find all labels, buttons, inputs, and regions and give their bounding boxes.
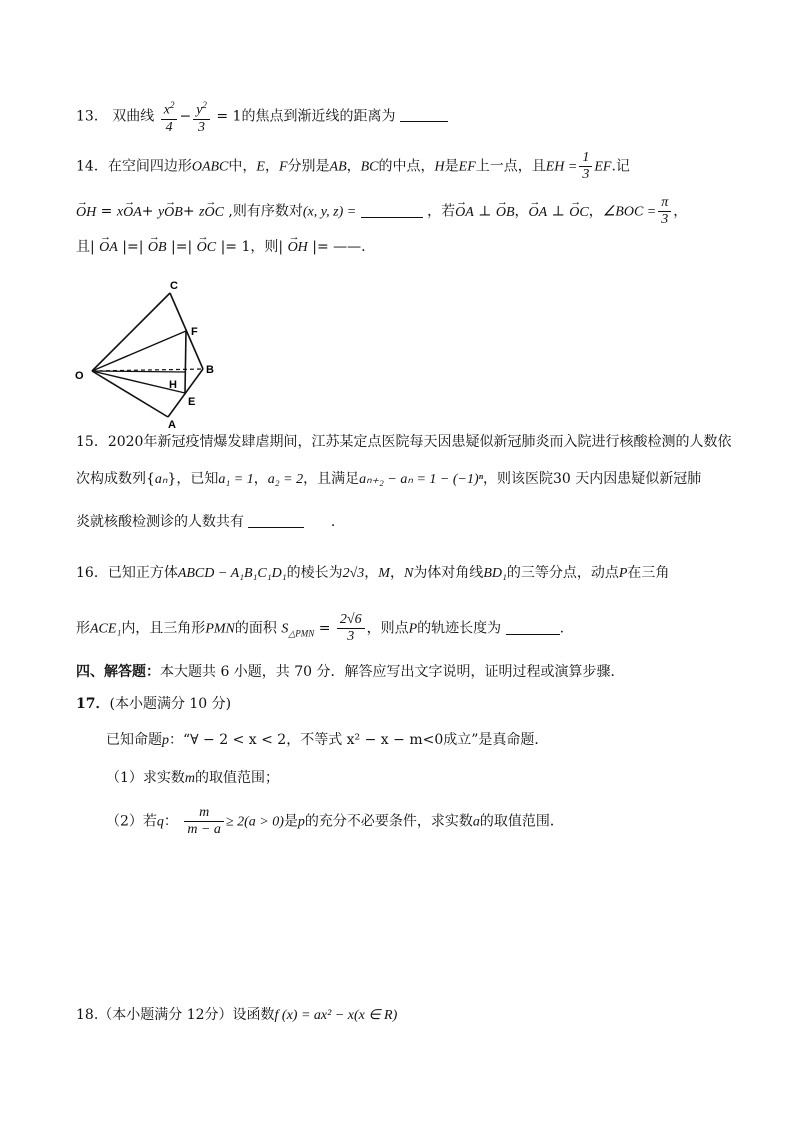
text: .记 bbox=[611, 158, 630, 175]
denominator: 3 bbox=[582, 167, 590, 182]
text: 的面积 bbox=[234, 620, 277, 637]
segment-of bbox=[92, 331, 186, 371]
fraction-m-over-m-a bbox=[184, 805, 224, 838]
vector-oa: → OA bbox=[99, 238, 118, 258]
math: F bbox=[278, 159, 288, 175]
text: 的三等分点，动点 bbox=[506, 565, 619, 581]
question-16-line-2: 形ACE₁内，且三角形PMN的面积 $S_{\triangle PMN}$ = $\frac{2√6}{3}$ ，则点P的轨迹长度为 . bbox=[76, 612, 565, 644]
math: E bbox=[256, 159, 265, 175]
denominator: 3 bbox=[347, 629, 355, 644]
question-number: 15． bbox=[76, 434, 108, 450]
text: ，则该医院30 天内因患疑似新冠肺 bbox=[483, 471, 702, 487]
text: 上一点，且 bbox=[475, 158, 546, 175]
tetrahedron-figure bbox=[70, 275, 230, 430]
math: p bbox=[162, 733, 169, 748]
math: p bbox=[297, 814, 305, 830]
answer-blank[interactable] bbox=[248, 513, 304, 528]
text: 形 bbox=[76, 620, 90, 637]
text: ，则点 bbox=[366, 620, 409, 637]
vector-oa: → OA bbox=[123, 203, 142, 223]
math: f (x) = ax² − x(x ∈ R) bbox=[274, 1008, 398, 1023]
equals-text: = bbox=[318, 620, 331, 637]
question-17-part-2 bbox=[106, 805, 564, 838]
section-title: 四、解答题： bbox=[76, 664, 160, 680]
text: 的中点， bbox=[378, 158, 435, 175]
math: a₁ = 1 bbox=[218, 472, 254, 487]
text: (本小题满分 10 分) bbox=[109, 696, 232, 712]
question-number: 16． bbox=[76, 565, 108, 581]
math: BC bbox=[360, 159, 379, 175]
segment-oh bbox=[92, 371, 185, 372]
question-number: 18. bbox=[76, 1007, 99, 1023]
question-15-line-2: 次构成数列{aₙ}，已知a₁ = 1，a₂ = 2，且满足aₙ₊₂ − aₙ = 1 − (−1)ⁿ，则该医院30 天内因患疑似新冠肺 bbox=[76, 471, 702, 487]
numerator: 2√6 bbox=[337, 612, 365, 629]
text: （1）求实数 bbox=[106, 770, 185, 786]
numerator: 1 bbox=[579, 150, 592, 167]
text: ，已知 bbox=[176, 471, 219, 487]
text: 内，且三角形 bbox=[121, 620, 206, 637]
math: BD₁ bbox=[483, 566, 507, 581]
text: 的焦点到渐近线的距离为 bbox=[241, 108, 396, 125]
answer-blank[interactable] bbox=[506, 620, 560, 635]
math: ABCD − A₁B₁C₁D₁ bbox=[177, 566, 287, 581]
text: 是 bbox=[283, 813, 298, 830]
math: PMN bbox=[205, 621, 235, 637]
math: m bbox=[184, 771, 196, 786]
denominator: 3 bbox=[661, 212, 669, 227]
math: a₂ = 2 bbox=[267, 472, 304, 487]
math: P bbox=[408, 621, 418, 637]
vector-ob: → OB bbox=[496, 203, 515, 223]
vector-ob: → OB bbox=[148, 238, 167, 258]
math: EF bbox=[594, 159, 612, 175]
text: ： bbox=[163, 813, 178, 830]
label-e: E bbox=[188, 396, 196, 408]
text: ，则 bbox=[250, 239, 279, 255]
vector-oa: → OA bbox=[455, 203, 474, 223]
math: M bbox=[378, 566, 390, 581]
math: EH = bbox=[545, 159, 578, 175]
label-b: B bbox=[206, 364, 214, 376]
question-13: 13． 双曲线 $\frac{x^2}{4}$ − $\frac{y^2}{3}$ = 1的焦点到渐近线的距离为 bbox=[76, 97, 448, 136]
math: △PMN bbox=[288, 628, 315, 639]
text: 本大题共 6 小题，共 70 分．解答应写出文字说明，证明过程或演算步骤． bbox=[160, 664, 625, 680]
math: (x, y, z) = bbox=[302, 204, 357, 220]
question-14-line-1: 14．在空间四边形OABC中，E，F分别是AB，BC的中点，H是EF上一点，且EH = $\frac{1}{3}$ EF.记 bbox=[76, 150, 630, 182]
text: 在空间四边形 bbox=[107, 158, 192, 175]
math: H bbox=[434, 159, 445, 175]
text: 且 bbox=[76, 239, 90, 255]
math: ∠BOC = bbox=[602, 204, 657, 220]
numerator: m bbox=[184, 805, 224, 822]
math: EF bbox=[458, 159, 476, 175]
text: 双曲线 bbox=[112, 108, 155, 125]
numerator: x bbox=[163, 102, 170, 118]
text: 则有序数对 bbox=[232, 203, 303, 220]
math: ACE₁ bbox=[90, 621, 122, 637]
text: 的充分不必要条件，求实数 bbox=[304, 813, 473, 830]
text: 炎就核酸检测诊的人数共有 bbox=[76, 514, 244, 530]
vector-ob: → OB bbox=[164, 203, 183, 223]
math: a bbox=[472, 814, 480, 830]
denominator: 3 bbox=[198, 119, 206, 135]
math: OABC bbox=[191, 159, 229, 175]
math: 2√3 bbox=[342, 566, 365, 581]
text: ，且满足 bbox=[303, 471, 360, 487]
text: = —— bbox=[316, 239, 362, 255]
math: AB bbox=[329, 159, 347, 175]
vector-oh: → OH bbox=[288, 238, 308, 258]
question-18 bbox=[76, 1005, 397, 1026]
numerator: y bbox=[196, 102, 203, 118]
math: N bbox=[403, 566, 414, 581]
text: 为体对角线 bbox=[413, 565, 484, 581]
label-o: O bbox=[75, 370, 84, 382]
text: 的取值范围． bbox=[479, 813, 564, 830]
label-c: C bbox=[170, 280, 178, 292]
answer-blank[interactable] bbox=[400, 107, 448, 122]
text: ，若 bbox=[427, 203, 456, 220]
question-14-line-2: → OH = x→ OA+ y→ OB+ z→ OC ,则有序数对(x, y, z) = ，若→ OA ⊥ → OB，→ OA ⊥ → OC，∠BOC = $\frac{\pi}{3}$ ， bbox=[76, 195, 687, 228]
vector-oh: → OH bbox=[76, 203, 96, 223]
equals-text: = 1 bbox=[216, 108, 242, 125]
question-number: 17． bbox=[76, 696, 110, 712]
edge-oa bbox=[92, 371, 168, 417]
text: 的取值范围； bbox=[195, 770, 280, 786]
question-16-line-1: 16．已知正方体ABCD − A₁B₁C₁D₁的棱长为2√3，M，N为体对角线BD₁的三等分点，动点P在三角 bbox=[76, 565, 670, 581]
text: 次构成数列 bbox=[76, 471, 146, 487]
text: 的棱长为 bbox=[286, 565, 343, 581]
question-number: 14． bbox=[76, 158, 108, 175]
label-h: H bbox=[169, 379, 177, 391]
numerator: π bbox=[658, 195, 671, 212]
fraction-x2-4: $\frac{x^2}{4}$ bbox=[161, 97, 178, 136]
text: 中， bbox=[228, 158, 257, 175]
text: 已知命题 bbox=[106, 732, 162, 748]
math: P bbox=[618, 566, 628, 581]
text: 的轨迹长度为 bbox=[417, 620, 502, 637]
text: 在三角 bbox=[627, 565, 670, 581]
section-4-heading bbox=[76, 662, 625, 682]
math: S bbox=[281, 621, 289, 637]
question-15-line-3: 炎就核酸检测诊的人数共有 . bbox=[76, 514, 336, 530]
question-14-line-3: 且| → OA |=| → OB |=| → OC |= 1，则| → OH |= ——. bbox=[76, 237, 366, 258]
question-17-part-1 bbox=[106, 768, 279, 789]
text: 是 bbox=[444, 158, 459, 175]
answer-blank[interactable] bbox=[361, 203, 423, 218]
vector-oa: → OA bbox=[529, 203, 548, 223]
fraction-pi-3 bbox=[658, 195, 671, 228]
text: ， bbox=[514, 203, 529, 220]
denominator: m − a bbox=[187, 822, 221, 837]
question-17-header bbox=[76, 694, 231, 714]
math: q bbox=[156, 814, 164, 830]
edge-oc bbox=[92, 293, 170, 371]
text: 已知正方体 bbox=[107, 565, 178, 581]
text: 分别是 bbox=[287, 158, 330, 175]
label-a: A bbox=[168, 419, 176, 430]
vector-oc: → OC bbox=[569, 203, 588, 223]
denominator: 4 bbox=[165, 119, 173, 135]
math: aₙ₊₂ − aₙ = 1 − (−1)ⁿ bbox=[359, 472, 484, 487]
text: （2）若 bbox=[106, 813, 157, 830]
text: ：“∀ − 2 < x < 2，不等式 x² − x − m<0成立”是真命题． bbox=[169, 732, 549, 748]
text: ， bbox=[364, 565, 379, 581]
text: （本小题满分 12分）设函数 bbox=[98, 1007, 275, 1023]
question-17-statement bbox=[106, 730, 548, 751]
math: ≥ 2(a > 0) bbox=[225, 814, 284, 830]
vector-oc: → OC bbox=[204, 203, 223, 223]
question-number: 13． bbox=[76, 108, 108, 125]
fraction-y2-3: $\frac{y^2}{3}$ bbox=[193, 97, 210, 136]
text: 2020年新冠疫情爆发肆虐期间，江苏某定点医院每天因患疑似新冠肺炎而入院进行核酸检测的人数依 bbox=[107, 434, 732, 450]
vector-oc: → OC bbox=[197, 238, 216, 258]
question-15-line-1 bbox=[76, 432, 731, 452]
fraction-1-3 bbox=[579, 150, 592, 183]
label-f: F bbox=[191, 326, 198, 338]
edge-cb bbox=[170, 293, 203, 369]
fraction-area bbox=[337, 612, 365, 645]
segment-ef bbox=[185, 331, 186, 393]
